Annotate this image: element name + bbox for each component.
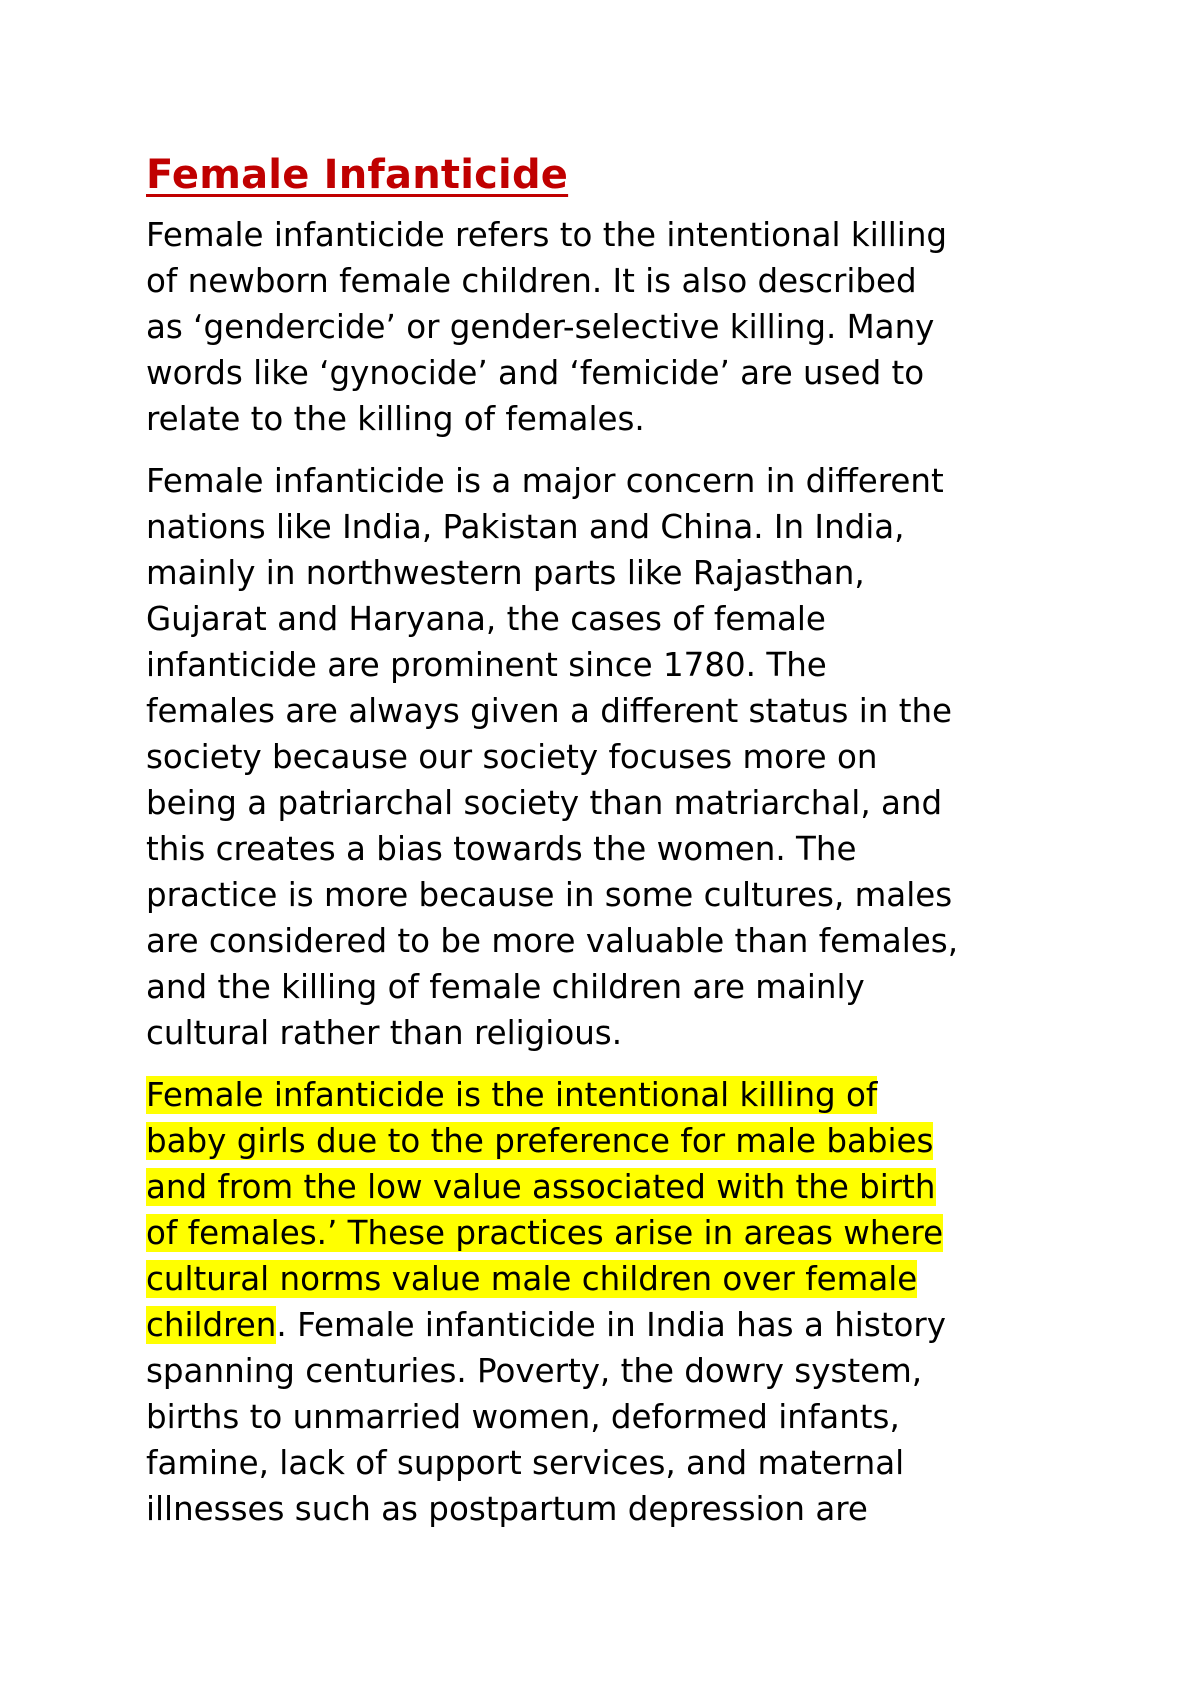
paragraph-line: Female infanticide refers to the intentional killing [146, 216, 948, 254]
highlighted-line [146, 1072, 1076, 1118]
paragraph-line: infanticide are prominent since 1780. The [146, 646, 827, 684]
paragraph-line: Gujarat and Haryana, the cases of female [146, 600, 826, 638]
highlighted-text: cultural norms value male children over female [146, 1260, 918, 1298]
paragraph-line: words like ‘gynocide’ and ‘femicide’ are used to [146, 354, 925, 392]
paragraph-line: spanning centuries. Poverty, the dowry system, [146, 1352, 923, 1390]
paragraph-3 [146, 1072, 1076, 1532]
paragraph-line: Female infanticide is a major concern in different [146, 462, 944, 500]
document-title: Female Infanticide [146, 152, 569, 198]
highlighted-line [146, 1210, 1076, 1256]
highlighted-text: children [146, 1306, 277, 1344]
mixed-line [146, 1302, 1076, 1348]
paragraph-line: society because our society focuses more on [146, 738, 878, 776]
paragraph-line: practice is more because in some cultures, males [146, 876, 953, 914]
document-body [146, 148, 1076, 1548]
highlighted-text: Female infanticide is the intentional killing of [146, 1076, 878, 1114]
highlighted-line [146, 1256, 1076, 1302]
paragraph-line: are considered to be more valuable than females, [146, 922, 959, 960]
paragraph-line: females are always given a different status in the [146, 692, 953, 730]
paragraph-line: of newborn female children. It is also described [146, 262, 917, 300]
paragraph-line: this creates a bias towards the women. The [146, 830, 857, 868]
highlighted-line [146, 1164, 1076, 1210]
paragraph-2 [146, 458, 1076, 1056]
paragraph-line: as ‘gendercide’ or gender-selective killing. Many [146, 308, 935, 346]
paragraph-1 [146, 212, 1076, 442]
highlighted-line [146, 1118, 1076, 1164]
paragraph-line: nations like India, Pakistan and China. In India, [146, 508, 905, 546]
paragraph-line: famine, lack of support services, and maternal [146, 1444, 905, 1482]
paragraph-line: illnesses such as postpartum depression are [146, 1490, 868, 1528]
highlighted-text: baby girls due to the preference for male babies [146, 1122, 934, 1160]
highlighted-text: of females.’ These practices arise in areas where [146, 1214, 944, 1252]
highlighted-text: and from the low value associated with the birth [146, 1168, 936, 1206]
paragraph-line: mainly in northwestern parts like Rajasthan, [146, 554, 865, 592]
paragraph-line: relate to the killing of females. [146, 400, 645, 438]
paragraph-line: cultural rather than religious. [146, 1014, 623, 1052]
paragraph-line: and the killing of female children are mainly [146, 968, 865, 1006]
paragraph-line: births to unmarried women, deformed infants, [146, 1398, 900, 1436]
paragraph-text: . Female infanticide in India has a history [276, 1306, 946, 1344]
paragraph-line: being a patriarchal society than matriarchal, and [146, 784, 943, 822]
